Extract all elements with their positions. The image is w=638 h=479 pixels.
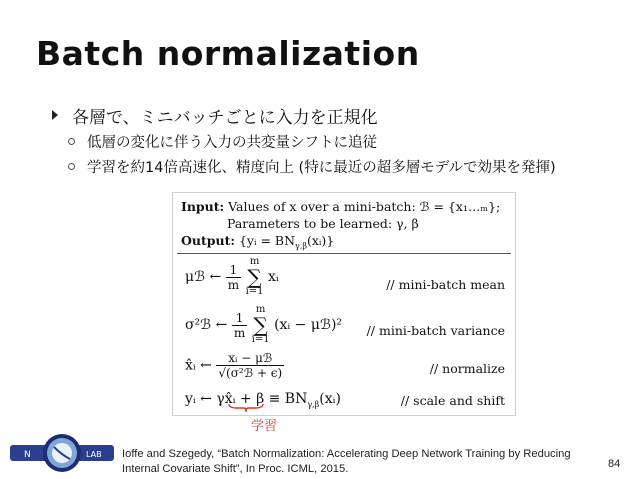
algo-divider bbox=[177, 253, 511, 254]
bullet-sub-2 bbox=[50, 154, 620, 179]
eq1-denominator: m bbox=[227, 277, 240, 292]
underbrace-icon bbox=[228, 403, 264, 413]
eq2-body: (xᵢ − μℬ)² bbox=[274, 317, 343, 333]
eq1-lhs: μℬ ← bbox=[185, 269, 222, 285]
eq2-numerator: 1 bbox=[232, 311, 247, 326]
sigma-icon: ∑ bbox=[247, 265, 262, 289]
eq4-tail: (xᵢ) bbox=[319, 391, 341, 407]
eq1-sum bbox=[246, 257, 264, 297]
eq4-comment: // scale and shift bbox=[400, 393, 505, 408]
algo-params-line: Parameters to be learned: γ, β bbox=[227, 216, 419, 231]
eq2-comment: // mini-batch variance bbox=[366, 323, 505, 338]
eq3-fraction bbox=[216, 351, 284, 380]
logo-left-text: N bbox=[24, 450, 31, 460]
equation-mean bbox=[185, 257, 279, 297]
page-number: 84 bbox=[608, 458, 621, 470]
circle-bullet-icon bbox=[68, 163, 75, 170]
eq3-numerator: xᵢ − μℬ bbox=[216, 351, 284, 366]
annotation-learned: 学習 bbox=[251, 419, 278, 434]
algo-input-label: Input: bbox=[181, 199, 225, 214]
eq4-sub: γ,β bbox=[307, 399, 320, 409]
eq2-sum bbox=[252, 305, 270, 345]
eq2-sum-bottom: i=1 bbox=[251, 334, 270, 345]
algo-output-sub: γ,β bbox=[295, 241, 307, 251]
algorithm-figure bbox=[172, 192, 516, 416]
bullet-sub-2-text: 学習を約14倍高速化、精度向上 (特に最近の超多層モデルで効果を発揮) bbox=[87, 160, 556, 176]
eq1-sum-bottom: i=1 bbox=[245, 286, 264, 297]
bullet-sub-1-text: 低層の変化に伴う入力の共変量シフトに追従 bbox=[87, 135, 377, 151]
slide-title: Batch normalization bbox=[36, 34, 420, 73]
eq1-numerator: 1 bbox=[226, 263, 241, 278]
bullet-sub-1 bbox=[50, 129, 620, 154]
logo-right-text: LAB bbox=[86, 450, 102, 459]
equation-normalize bbox=[185, 351, 284, 380]
circle-bullet-icon bbox=[68, 138, 75, 145]
reference-line-1: Ioffe and Szegedy, “Batch Normalization: Accelerating Deep Network Training by Reducing bbox=[122, 448, 571, 460]
algo-output-text: {yᵢ = BN bbox=[238, 233, 296, 248]
bullet-list bbox=[50, 101, 620, 179]
eq4-text: yᵢ ← γx̂ᵢ + β ≡ BN bbox=[185, 391, 308, 407]
bullet-main-text: 各層で、ミニバッチごとに入力を正規化 bbox=[72, 107, 378, 128]
lab-logo bbox=[10, 433, 114, 473]
eq1-comment: // mini-batch mean bbox=[386, 277, 505, 292]
eq2-sum-top: m bbox=[255, 304, 266, 315]
eq3-lhs: x̂ᵢ ← bbox=[185, 357, 212, 374]
reference-line-2: Internal Covariate Shift”, In Proc. ICML, 2015. bbox=[122, 463, 349, 475]
triangle-bullet-icon bbox=[52, 110, 58, 120]
bullet-main bbox=[50, 101, 620, 129]
eq1-body: xᵢ bbox=[268, 269, 279, 285]
equation-variance bbox=[185, 305, 342, 345]
eq3-comment: // normalize bbox=[429, 361, 505, 376]
sigma-icon: ∑ bbox=[253, 313, 268, 337]
eq1-fraction bbox=[226, 263, 241, 292]
algo-output-tail: (xᵢ)} bbox=[306, 233, 335, 248]
eq1-sum-top: m bbox=[249, 256, 260, 267]
eq3-denominator: √(σ²ℬ + ϵ) bbox=[218, 366, 283, 380]
algo-input-line bbox=[181, 199, 500, 214]
eq2-denominator: m bbox=[233, 325, 246, 340]
algo-output-line bbox=[181, 233, 334, 251]
algo-input-text: Values of x over a mini-batch: ℬ = {x₁…ₘ}; bbox=[228, 199, 501, 214]
eq2-fraction bbox=[232, 311, 247, 340]
eq2-lhs: σ²ℬ ← bbox=[185, 317, 228, 333]
reference bbox=[122, 447, 582, 477]
algo-output-label: Output: bbox=[181, 233, 235, 248]
